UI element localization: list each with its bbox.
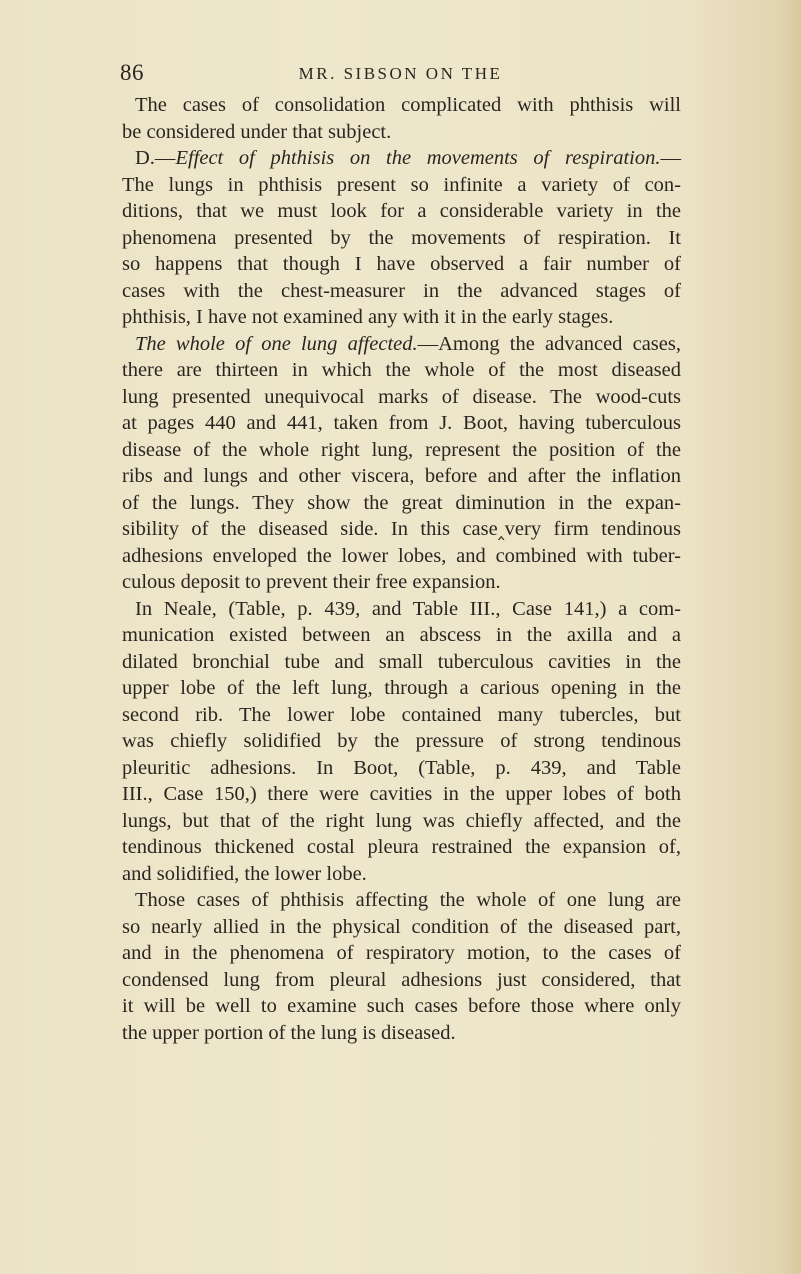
text-line — [122, 914, 681, 941]
text-line — [122, 569, 681, 596]
text-segment: adhesions enveloped the lower lobes, and combined with tuber- — [122, 544, 681, 567]
text-line — [122, 596, 681, 623]
text-segment: phthisis, I have not examined any with it in the early stages. — [122, 306, 614, 328]
italic-heading: The whole of one lung affected. — [135, 332, 418, 355]
text-segment: culous deposit to prevent their free expansion. — [122, 571, 501, 593]
text-line — [122, 516, 681, 543]
text-line — [122, 993, 681, 1020]
text-line — [122, 1020, 681, 1047]
text-segment: III., Case 150,) there were cavities in the upper lobes of both — [122, 783, 681, 805]
text-line — [122, 198, 681, 225]
text-line — [122, 675, 681, 702]
text-line — [122, 490, 681, 517]
text-segment: tendinous thickened costal pleura restrained the expansion of, — [122, 836, 681, 858]
text-segment: In Neale, (Table, p. 439, and Table III., Case 141,) a com- — [135, 597, 681, 620]
text-segment: lungs, but that of the right lung was chiefly affected, and the — [122, 809, 681, 832]
text-segment: at pages 440 and 441, taken from J. Boot, having tuberculous — [122, 412, 681, 434]
text-segment: munication existed between an abscess in the axilla and a — [122, 624, 681, 646]
text-line — [122, 728, 681, 755]
text-segment: second rib. The lower lobe contained many tubercles, but — [122, 703, 681, 726]
text-line — [122, 304, 681, 331]
text-line — [122, 145, 681, 172]
text-line — [122, 887, 681, 914]
running-title: MR. SIBSON ON THE — [298, 64, 503, 83]
text-segment: the upper portion of the lung is diseased. — [122, 1021, 456, 1044]
text-segment: was chiefly solidified by the pressure of strong tendinous — [122, 730, 681, 752]
page-number: 86 — [120, 60, 144, 85]
text-line — [122, 781, 681, 808]
text-line — [122, 702, 681, 729]
text-line — [122, 278, 681, 305]
text-segment: Those cases of phthisis affecting the whole of one lung are — [135, 889, 681, 911]
text-line — [122, 225, 681, 252]
text-line — [122, 834, 681, 861]
text-line — [122, 172, 681, 199]
text-segment: D.— — [135, 147, 176, 169]
text-line — [122, 543, 681, 570]
text-segment: cases with the chest-measurer in the advanced stages of — [122, 279, 681, 302]
text-segment: be considered under that subject. — [122, 120, 392, 143]
text-segment: phenomena presented by the movements of respiration. It — [122, 226, 681, 249]
text-segment: disease of the whole right lung, represent the position of the — [122, 438, 681, 461]
text-line — [122, 119, 681, 146]
text-segment: there are thirteen in which the whole of the most diseased — [122, 359, 681, 381]
italic-heading: Effect of phthisis on the movements of respiration. — [175, 147, 661, 169]
text-line — [122, 463, 681, 490]
text-line — [122, 649, 681, 676]
text-line — [122, 967, 681, 994]
text-segment: ditions, that we must look for a considerable variety in the — [122, 200, 681, 222]
text-segment: it will be well to examine such cases before those where only — [122, 995, 681, 1017]
text-segment: so happens that though I have observed a fair number of — [122, 253, 681, 275]
text-line — [122, 940, 681, 967]
text-line — [122, 808, 681, 835]
text-line — [122, 410, 681, 437]
text-line — [122, 357, 681, 384]
text-segment: — — [660, 147, 681, 169]
text-segment: ribs and lungs and other viscera, before and after the inflation — [122, 465, 681, 487]
text-line — [122, 251, 681, 278]
text-segment: of the lungs. They show the great diminution in the expan- — [122, 491, 681, 514]
text-segment: The cases of consolidation complicated with phthisis will — [135, 94, 681, 116]
text-line — [122, 384, 681, 411]
text-line — [122, 437, 681, 464]
text-segment: —Among the advanced cases, — [417, 332, 681, 355]
text-segment: so nearly allied in the physical condition of the diseased part, — [122, 915, 681, 938]
text-segment: upper lobe of the left lung, through a carious opening in the — [122, 677, 681, 699]
text-segment: condensed lung from pleural adhesions just considered, that — [122, 968, 681, 991]
text-line — [122, 92, 681, 119]
text-segment: lung presented unequivocal marks of disease. The wood-cuts — [122, 385, 681, 408]
text-line — [122, 861, 681, 888]
text-segment: dilated bronchial tube and small tuberculous cavities in the — [122, 650, 681, 673]
text-segment: pleuritic adhesions. In Boot, (Table, p. 439, and Table — [122, 756, 681, 779]
text-segment: and in the phenomena of respiratory motion, to the cases of — [122, 942, 681, 964]
text-segment: The lungs in phthisis present so infinite a variety of con- — [122, 173, 681, 196]
text-line — [122, 331, 681, 358]
text-segment: sibility of the diseased side. In this case‸very firm tendinous — [122, 518, 681, 540]
text-line — [122, 622, 681, 649]
text-line — [122, 755, 681, 782]
text-segment: and solidified, the lower lobe. — [122, 862, 367, 885]
body-text — [122, 92, 681, 1046]
